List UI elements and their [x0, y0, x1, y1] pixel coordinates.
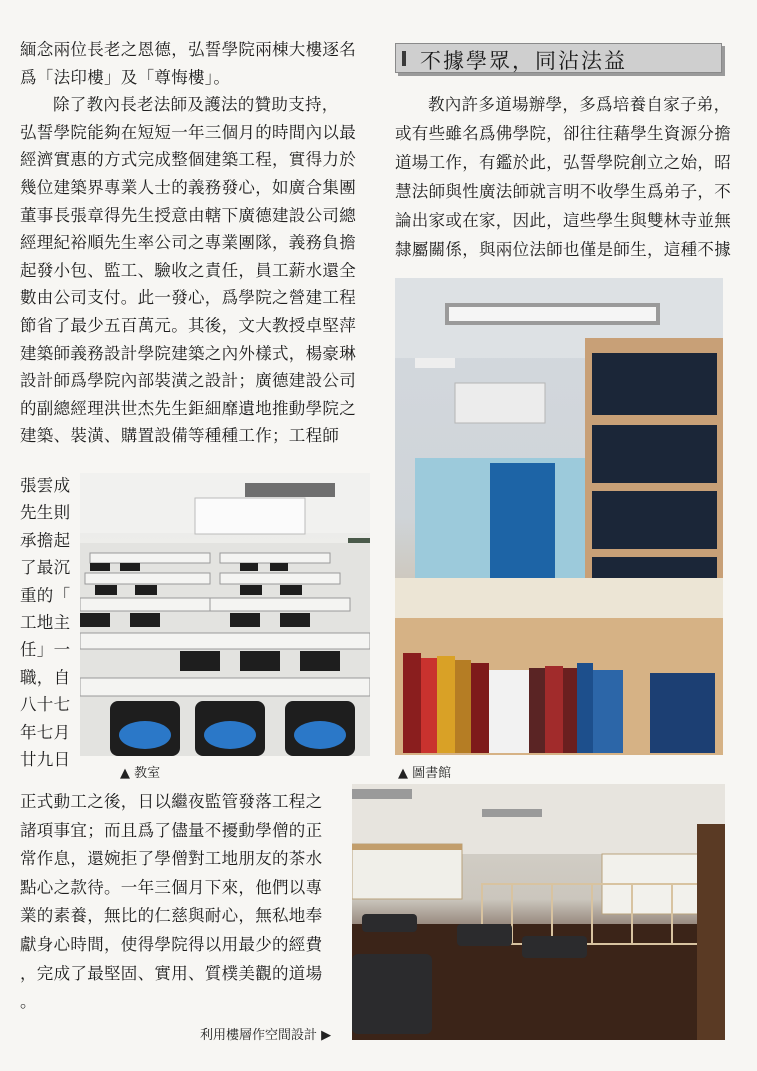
left-column-bottom-text	[20, 788, 358, 1017]
text-line: 道場工作，有鑑於此，弘誓學院創立之始，昭	[395, 153, 731, 172]
text-line: 建築、裝潢、購置設備等種種工作；工程師	[20, 426, 340, 446]
text-line: 教內許多道場辦學，多爲培養自家子弟，	[428, 95, 731, 114]
text-line: 常作息，還婉拒了學僧對工地朋友的茶水	[20, 849, 323, 869]
text-line: 幾位建築界專業人士的義務發心，如廣合集團	[20, 177, 356, 197]
text-line: 設計師爲學院內部裝潢之設計；廣德建設公司	[20, 371, 356, 391]
text-line: 年七月	[20, 722, 71, 742]
text-line: 除了教內長老法師及護法的贊助支持，	[53, 95, 339, 115]
text-line: 慧法師與性廣法師就言明不收學生爲弟子，不	[395, 182, 731, 201]
left-column-top-text	[20, 36, 358, 450]
text-line: 八十七	[20, 695, 71, 715]
text-line: 經理紀裕順先生率公司之專業團隊，義務負擔	[20, 233, 356, 253]
text-line: 建築師義務設計學院建築之內外樣式，楊豪琳	[20, 343, 356, 363]
text-line: 業的素養，無比的仁慈與耐心，無私地奉	[20, 906, 323, 926]
library-caption: ▲ 圖書館	[398, 766, 452, 781]
heading-bar-decoration	[402, 51, 406, 66]
classroom-photo	[80, 473, 370, 756]
text-line: 了最沉	[20, 558, 71, 578]
text-line: 職，自	[20, 667, 71, 687]
text-line: 。	[20, 992, 37, 1012]
classroom-illustration	[80, 473, 370, 756]
text-line: 隸屬關係，與兩位法師也僅是師生，這種不據	[395, 240, 731, 259]
left-narrow-text	[20, 472, 78, 773]
text-line: ，完成了最堅固、實用、質樸美觀的道場	[20, 963, 323, 983]
library-photo	[395, 278, 723, 755]
text-line: 正式動工之後，日以繼夜監管發落工程之	[20, 792, 323, 811]
text-line: 獻身心時間，使得學院得以用最少的經費	[20, 934, 323, 954]
section-heading	[395, 43, 722, 73]
text-line: 任」一	[20, 640, 71, 660]
section-heading-text: 不據學眾，同沾法益	[420, 49, 627, 73]
attic-caption: 利用樓層作空間設計 ▶	[200, 1028, 332, 1043]
text-line: 張雲成	[20, 476, 71, 495]
text-line: 弘誓學院能夠在短短一年三個月的時間內以最	[20, 122, 356, 142]
attic-illustration	[352, 784, 725, 1040]
library-illustration	[395, 278, 723, 755]
text-line: 承擔起	[20, 530, 71, 550]
text-line: 緬念兩位長老之恩德，弘誓學院兩棟大樓逐名	[20, 40, 356, 59]
text-line: 起發小包、監工、驗收之責任，員工薪水還全	[20, 260, 356, 280]
text-line: 經濟實惠的方式完成整個建築工程，實得力於	[20, 150, 356, 170]
text-line: 點心之款待。一年三個月下來，他們以專	[20, 877, 323, 897]
text-line: 節省了最少五百萬元。其後，文大教授卓堅萍	[20, 315, 356, 335]
text-line: 論出家或在家，因此，這些學生與雙林寺並無	[395, 211, 731, 230]
text-line: 重的「	[20, 585, 71, 605]
text-line: 爲「法印樓」及「尊悔樓」。	[20, 67, 231, 87]
text-line: 廿九日	[20, 750, 71, 770]
right-column-text	[395, 90, 735, 264]
attic-photo	[352, 784, 725, 1040]
text-line: 工地主	[20, 613, 71, 633]
text-line: 的副總經理洪世杰先生鉅細靡遺地推動學院之	[20, 398, 356, 418]
text-line: 數由公司支付。此一發心，爲學院之營建工程	[20, 288, 356, 308]
text-line: 諸項事宜；而且爲了儘量不擾動學僧的正	[20, 820, 323, 840]
classroom-caption: ▲ 教室	[120, 766, 161, 781]
text-line: 或有些雖名爲佛學院，卻往往藉學生資源分擔	[395, 124, 731, 143]
text-line: 董事長張章得先生授意由轄下廣德建設公司總	[20, 205, 356, 225]
text-line: 先生則	[20, 503, 71, 523]
